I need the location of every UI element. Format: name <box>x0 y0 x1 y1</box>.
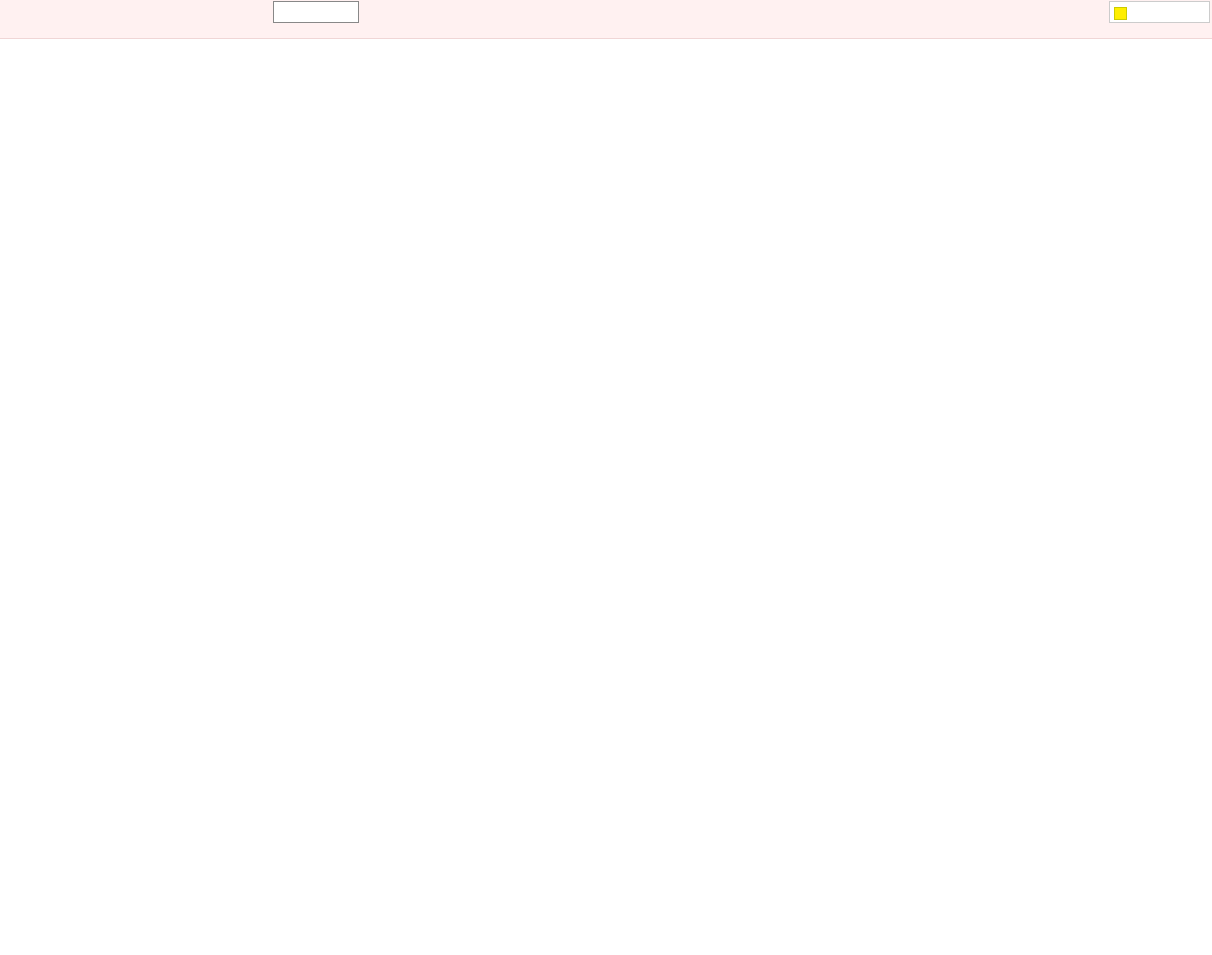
top-bar <box>0 0 1212 39</box>
site-logo[interactable] <box>1109 1 1210 23</box>
logo-square-icon <box>1114 7 1127 20</box>
period-range-select[interactable] <box>273 1 359 23</box>
